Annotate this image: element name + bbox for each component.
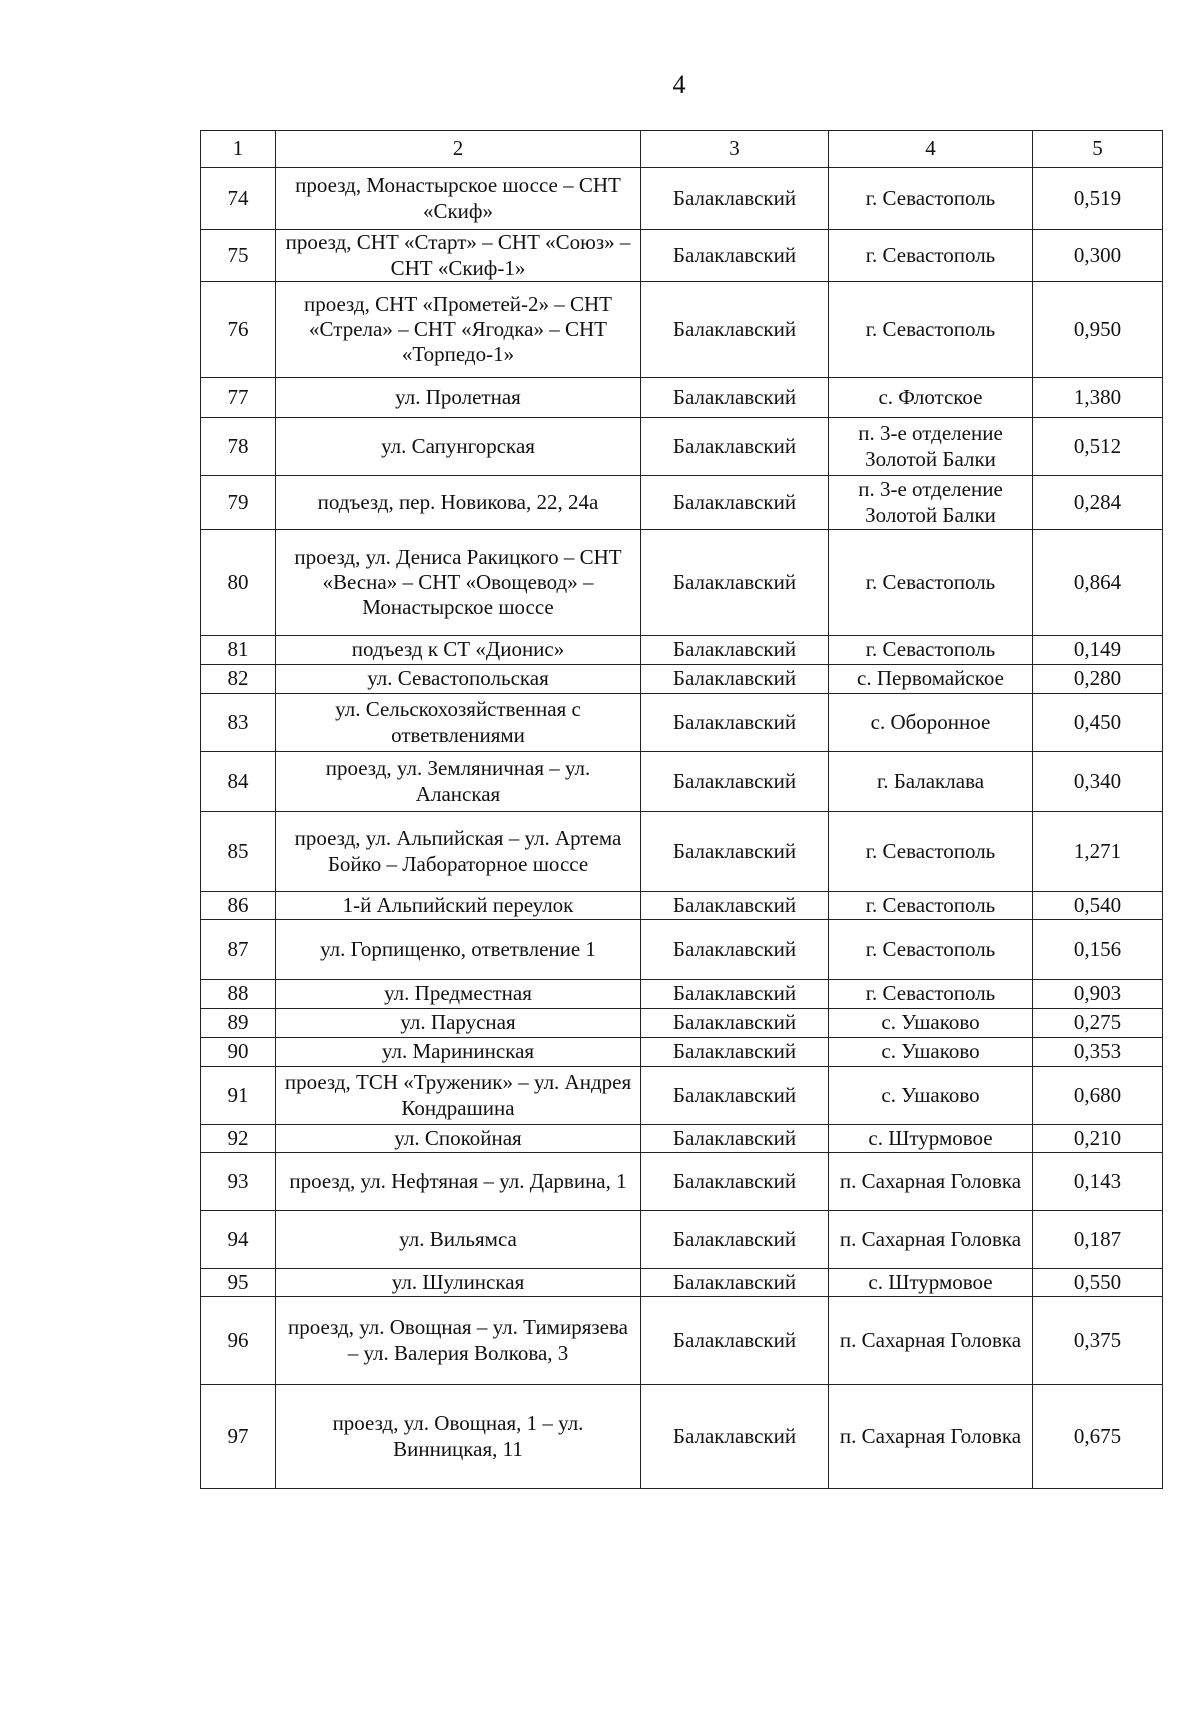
table-row (201, 1269, 1163, 1297)
road-name: ул. Севастопольская (276, 665, 641, 694)
table-row (201, 1211, 1163, 1269)
road-name: ул. Парусная (276, 1009, 641, 1038)
road-name: подъезд к СТ «Дионис» (276, 636, 641, 665)
column-header: 4 (829, 131, 1033, 168)
table-row (201, 665, 1163, 694)
locality: п. 3-е отделение Золотой Балки (829, 476, 1033, 530)
row-number: 95 (201, 1269, 276, 1297)
road-name: проезд, ул. Земляничная – ул. Аланская (276, 752, 641, 812)
road-name: проезд, СНТ «Старт» – СНТ «Союз» – СНТ «Скиф-1» (276, 230, 641, 282)
district: Балаклавский (641, 1385, 829, 1489)
row-number: 91 (201, 1067, 276, 1125)
road-length: 0,187 (1033, 1211, 1163, 1269)
road-name: проезд, ул. Овощная, 1 – ул. Винницкая, 11 (276, 1385, 641, 1489)
row-number: 80 (201, 530, 276, 636)
table-row (201, 1385, 1163, 1489)
locality: с. Штурмовое (829, 1125, 1033, 1153)
road-length: 1,271 (1033, 812, 1163, 892)
road-length: 0,540 (1033, 892, 1163, 920)
table-header-row (201, 131, 1163, 168)
row-number: 94 (201, 1211, 276, 1269)
road-length: 1,380 (1033, 378, 1163, 418)
road-name: ул. Шулинская (276, 1269, 641, 1297)
column-header: 5 (1033, 131, 1163, 168)
district: Балаклавский (641, 282, 829, 378)
locality: с. Ушаково (829, 1067, 1033, 1125)
row-number: 93 (201, 1153, 276, 1211)
locality: п. 3-е отделение Золотой Балки (829, 418, 1033, 476)
table-row (201, 1009, 1163, 1038)
locality: с. Ушаково (829, 1009, 1033, 1038)
road-name: ул. Сапунгорская (276, 418, 641, 476)
road-length: 0,156 (1033, 920, 1163, 980)
road-length: 0,280 (1033, 665, 1163, 694)
district: Балаклавский (641, 418, 829, 476)
column-header: 3 (641, 131, 829, 168)
table-row (201, 418, 1163, 476)
road-name: проезд, ул. Овощная – ул. Тимирязева – ул. Валерия Волкова, 3 (276, 1297, 641, 1385)
table-row (201, 1125, 1163, 1153)
district: Балаклавский (641, 920, 829, 980)
road-length: 0,210 (1033, 1125, 1163, 1153)
road-name: ул. Пролетная (276, 378, 641, 418)
row-number: 92 (201, 1125, 276, 1153)
road-length: 0,864 (1033, 530, 1163, 636)
locality: п. Сахарная Головка (829, 1211, 1033, 1269)
district: Балаклавский (641, 230, 829, 282)
locality: п. Сахарная Головка (829, 1385, 1033, 1489)
district: Балаклавский (641, 1125, 829, 1153)
road-length: 0,950 (1033, 282, 1163, 378)
table-row (201, 282, 1163, 378)
district: Балаклавский (641, 752, 829, 812)
locality: с. Ушаково (829, 1038, 1033, 1067)
district: Балаклавский (641, 1153, 829, 1211)
road-name: ул. Горпищенко, ответвление 1 (276, 920, 641, 980)
road-name: проезд, ул. Дениса Ракицкого – СНТ «Весна» – СНТ «Овощевод» – Монастырское шоссе (276, 530, 641, 636)
road-length: 0,550 (1033, 1269, 1163, 1297)
district: Балаклавский (641, 665, 829, 694)
locality: г. Севастополь (829, 812, 1033, 892)
table-row (201, 530, 1163, 636)
locality: с. Оборонное (829, 694, 1033, 752)
locality: п. Сахарная Головка (829, 1297, 1033, 1385)
district: Балаклавский (641, 694, 829, 752)
road-name: проезд, ул. Нефтяная – ул. Дарвина, 1 (276, 1153, 641, 1211)
locality: г. Севастополь (829, 980, 1033, 1009)
locality: п. Сахарная Головка (829, 1153, 1033, 1211)
row-number: 84 (201, 752, 276, 812)
locality: г. Севастополь (829, 282, 1033, 378)
road-length: 0,675 (1033, 1385, 1163, 1489)
road-name: проезд, СНТ «Прометей-2» – СНТ «Стрела» – СНТ «Ягодка» – СНТ «Торпедо-1» (276, 282, 641, 378)
road-name: 1-й Альпийский переулок (276, 892, 641, 920)
district: Балаклавский (641, 636, 829, 665)
road-length: 0,275 (1033, 1009, 1163, 1038)
table-row (201, 636, 1163, 665)
row-number: 79 (201, 476, 276, 530)
row-number: 90 (201, 1038, 276, 1067)
road-name: ул. Предместная (276, 980, 641, 1009)
locality: г. Балаклава (829, 752, 1033, 812)
road-length: 0,300 (1033, 230, 1163, 282)
district: Балаклавский (641, 1211, 829, 1269)
district: Балаклавский (641, 378, 829, 418)
roads-table (200, 130, 1163, 1489)
table-row (201, 1067, 1163, 1125)
road-length: 0,680 (1033, 1067, 1163, 1125)
road-name: проезд, ул. Альпийская – ул. Артема Бойко – Лабораторное шоссе (276, 812, 641, 892)
table-row (201, 1153, 1163, 1211)
row-number: 86 (201, 892, 276, 920)
table-row (201, 230, 1163, 282)
row-number: 97 (201, 1385, 276, 1489)
locality: г. Севастополь (829, 230, 1033, 282)
page-number: 4 (672, 70, 686, 99)
district: Балаклавский (641, 530, 829, 636)
table-body (201, 168, 1163, 1489)
row-number: 75 (201, 230, 276, 282)
road-length: 0,450 (1033, 694, 1163, 752)
road-name: ул. Вильямса (276, 1211, 641, 1269)
road-length: 0,340 (1033, 752, 1163, 812)
row-number: 85 (201, 812, 276, 892)
row-number: 81 (201, 636, 276, 665)
district: Балаклавский (641, 812, 829, 892)
row-number: 74 (201, 168, 276, 230)
table-row (201, 168, 1163, 230)
district: Балаклавский (641, 1067, 829, 1125)
locality: с. Первомайское (829, 665, 1033, 694)
table-row (201, 812, 1163, 892)
row-number: 77 (201, 378, 276, 418)
locality: г. Севастополь (829, 920, 1033, 980)
row-number: 83 (201, 694, 276, 752)
road-name: ул. Марининская (276, 1038, 641, 1067)
table-row (201, 378, 1163, 418)
road-length: 0,149 (1033, 636, 1163, 665)
road-length: 0,903 (1033, 980, 1163, 1009)
road-length: 0,143 (1033, 1153, 1163, 1211)
locality: г. Севастополь (829, 530, 1033, 636)
road-name: ул. Спокойная (276, 1125, 641, 1153)
locality: г. Севастополь (829, 168, 1033, 230)
table-row (201, 752, 1163, 812)
road-name: проезд, Монастырское шоссе – СНТ «Скиф» (276, 168, 641, 230)
district: Балаклавский (641, 1269, 829, 1297)
row-number: 78 (201, 418, 276, 476)
road-length: 0,353 (1033, 1038, 1163, 1067)
column-header: 1 (201, 131, 276, 168)
road-length: 0,512 (1033, 418, 1163, 476)
row-number: 87 (201, 920, 276, 980)
road-name: ул. Сельскохозяйственная с ответвлениями (276, 694, 641, 752)
row-number: 82 (201, 665, 276, 694)
table-row (201, 1038, 1163, 1067)
row-number: 76 (201, 282, 276, 378)
table-row (201, 920, 1163, 980)
locality: с. Штурмовое (829, 1269, 1033, 1297)
row-number: 88 (201, 980, 276, 1009)
locality: г. Севастополь (829, 636, 1033, 665)
district: Балаклавский (641, 892, 829, 920)
table-row (201, 980, 1163, 1009)
table-row (201, 694, 1163, 752)
road-length: 0,284 (1033, 476, 1163, 530)
district: Балаклавский (641, 1009, 829, 1038)
road-name: подъезд, пер. Новикова, 22, 24а (276, 476, 641, 530)
district: Балаклавский (641, 476, 829, 530)
row-number: 96 (201, 1297, 276, 1385)
column-header: 2 (276, 131, 641, 168)
district: Балаклавский (641, 980, 829, 1009)
locality: г. Севастополь (829, 892, 1033, 920)
road-length: 0,375 (1033, 1297, 1163, 1385)
table-row (201, 892, 1163, 920)
district: Балаклавский (641, 1038, 829, 1067)
locality: с. Флотское (829, 378, 1033, 418)
row-number: 89 (201, 1009, 276, 1038)
table-row (201, 1297, 1163, 1385)
road-length: 0,519 (1033, 168, 1163, 230)
district: Балаклавский (641, 1297, 829, 1385)
road-name: проезд, ТСН «Труженик» – ул. Андрея Кондрашина (276, 1067, 641, 1125)
table-row (201, 476, 1163, 530)
district: Балаклавский (641, 168, 829, 230)
